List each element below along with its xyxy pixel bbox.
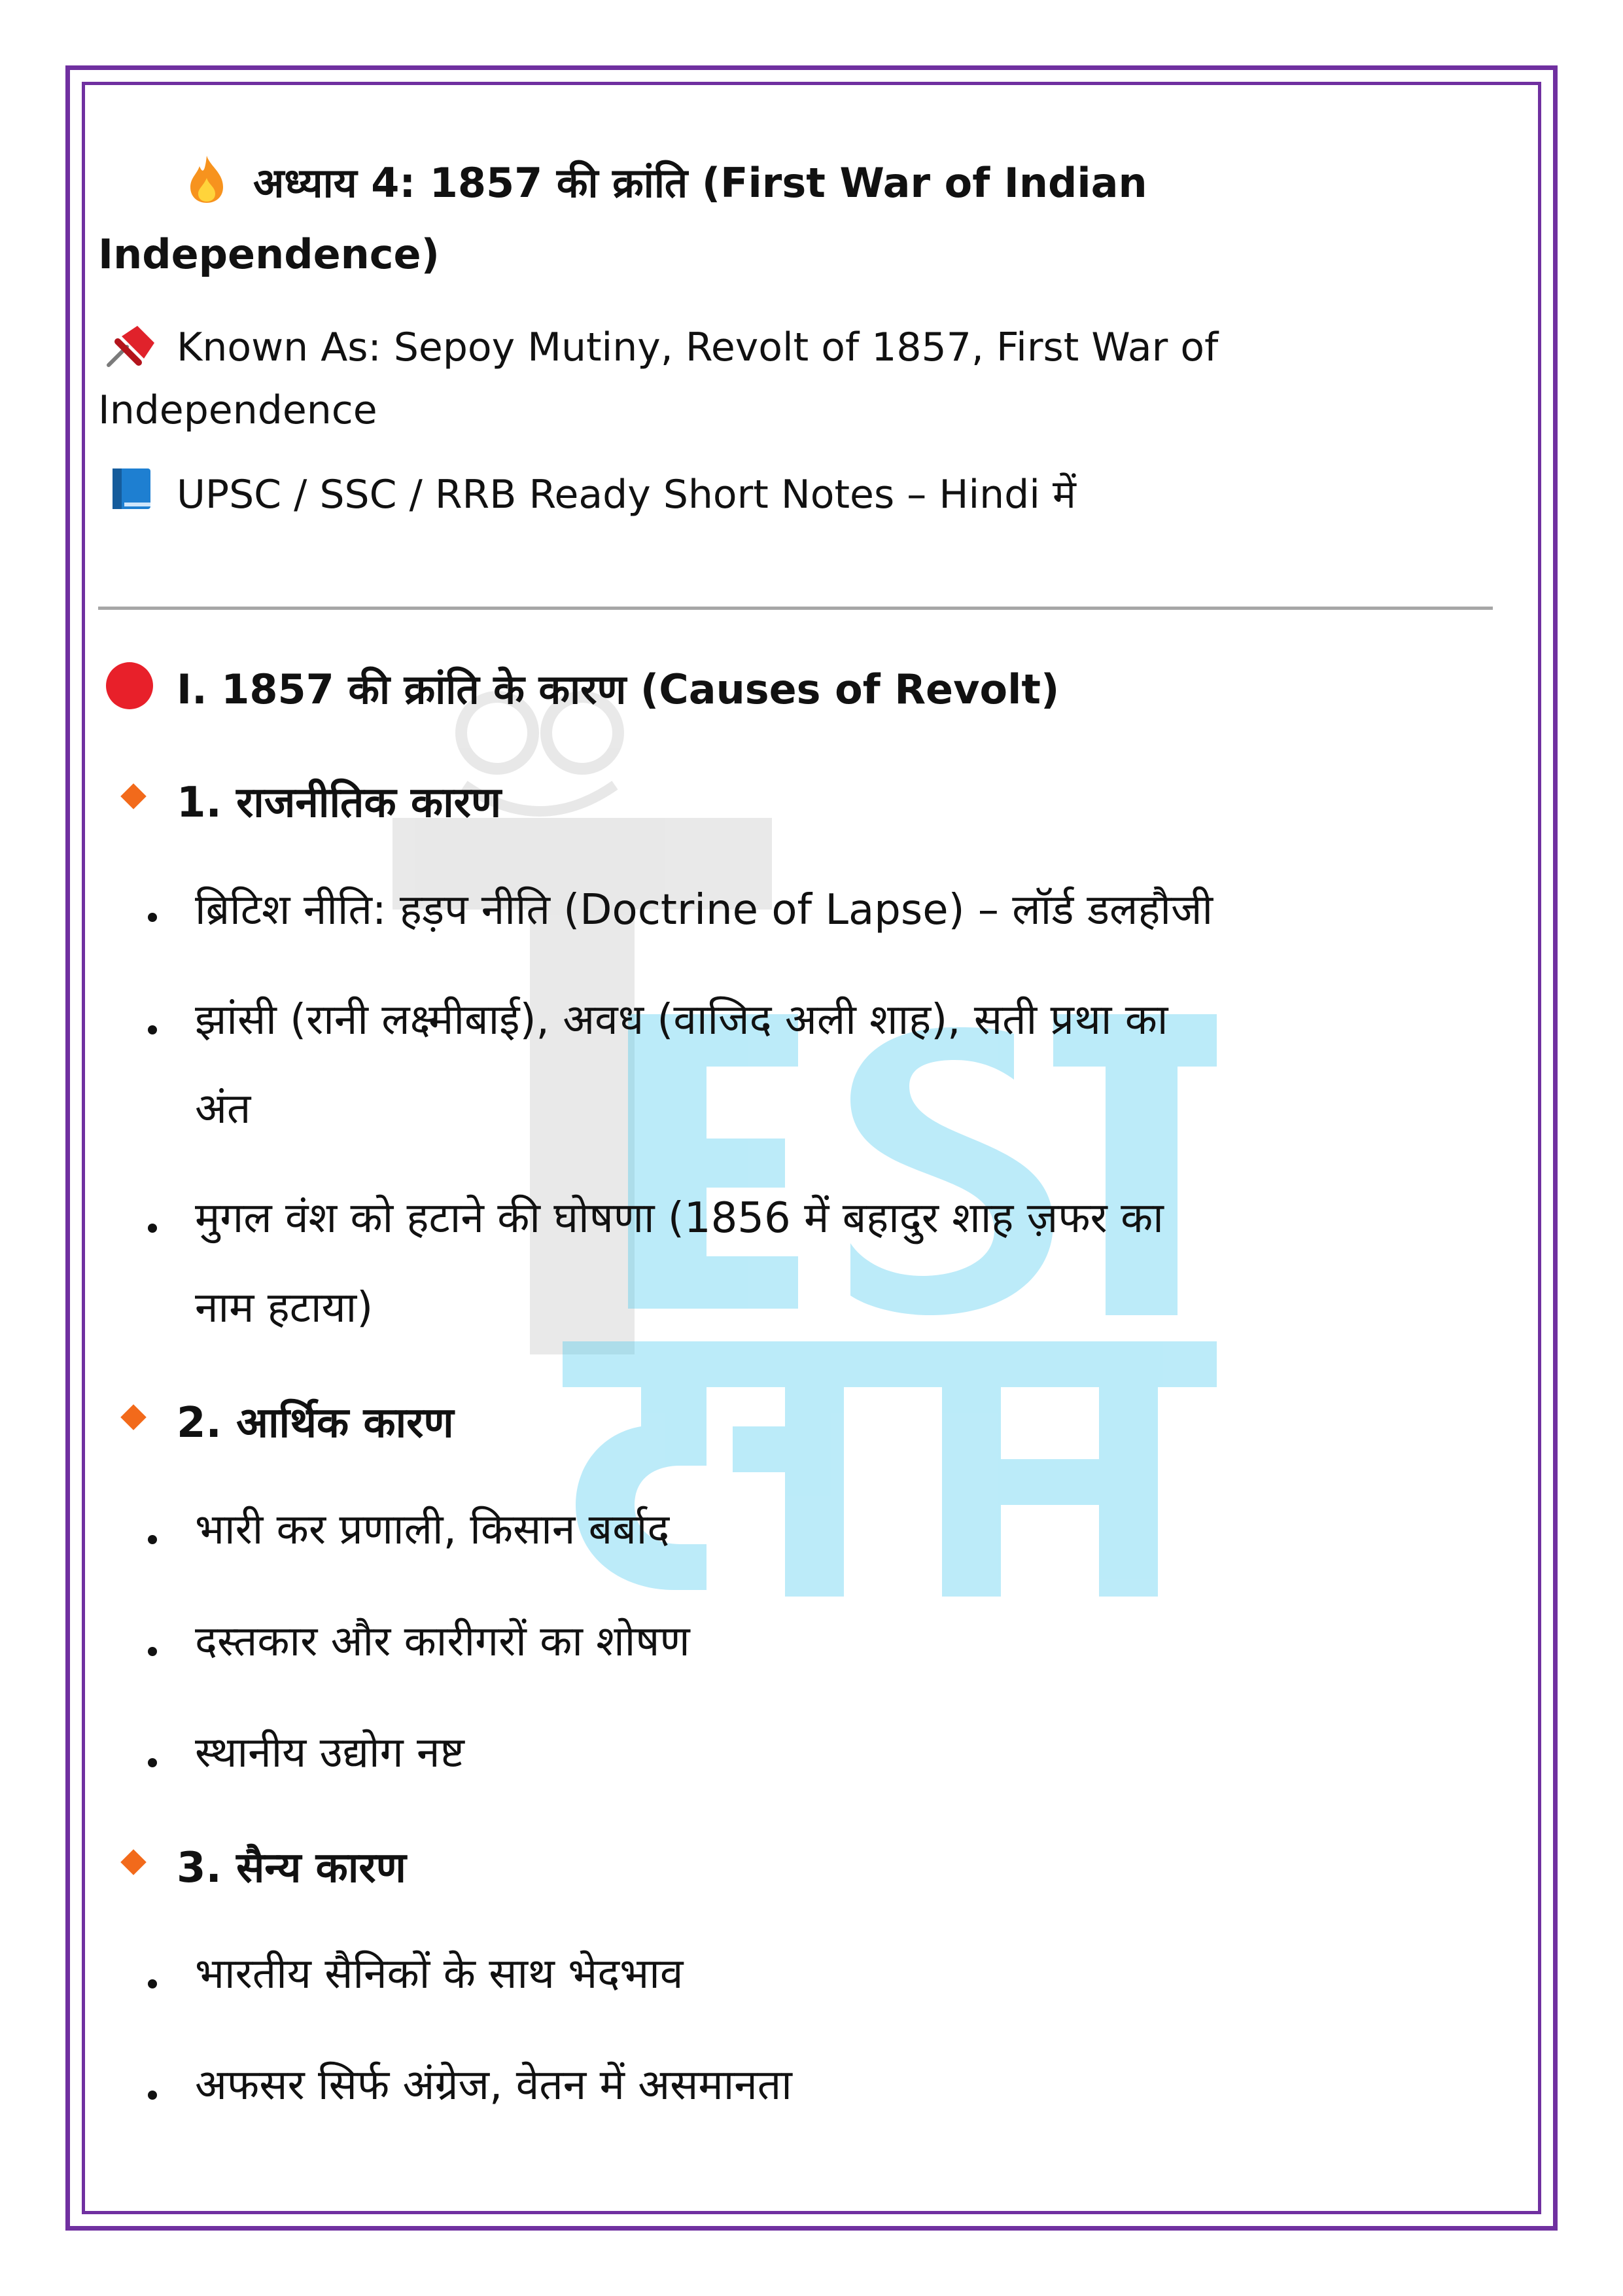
list-item: झांसी (रानी लक्ष्मीबाई), अवध (वाजिद अली शाह), सती प्रथा का [195, 996, 1168, 1044]
fire-icon [186, 154, 227, 204]
list-item-continuation: अंत [195, 1085, 251, 1133]
bullet-dot [148, 1224, 157, 1233]
bullet-dot [148, 1025, 157, 1034]
military-causes-heading: 3. सैन्य कारण [177, 1844, 406, 1892]
list-item: मुगल वंश को हटाने की घोषणा (1856 में बहादुर शाह ज़फर का [195, 1194, 1164, 1243]
list-item: स्थानीय उद्योग नष्ट [195, 1729, 464, 1777]
bullet-dot [148, 1758, 157, 1767]
bullet-dot [148, 2091, 157, 2100]
bullet-dot [148, 1979, 157, 1988]
diamond-bullet-icon [120, 1404, 147, 1430]
section-causes-title: I. 1857 की क्रांति के कारण (Causes of Revolt) [177, 665, 1060, 713]
chapter-title-line1: अध्याय 4: 1857 की क्रांति (First War of Indian [253, 159, 1147, 207]
known-as-line1: Known As: Sepoy Mutiny, Revolt of 1857, First War of [177, 325, 1219, 370]
list-item: ब्रिटिश नीति: हड़प नीति (Doctrine of Lapse) – लॉर्ड डलहौजी [195, 886, 1213, 934]
bullet-dot [148, 1535, 157, 1544]
political-causes-heading: 1. राजनीतिक कारण [177, 779, 502, 827]
list-item: अफसर सिर्फ अंग्रेज, वेतन में असमानता [195, 2061, 792, 2110]
bullet-dot [148, 1647, 157, 1656]
list-item: भारी कर प्रणाली, किसान बर्बाद [195, 1506, 670, 1554]
list-item-continuation: नाम हटाया) [195, 1284, 374, 1332]
chapter-title-line2: Independence) [98, 230, 440, 278]
list-item: दस्तकार और कारीगरों का शोषण [195, 1617, 690, 1666]
blue-book-icon [109, 466, 154, 512]
red-circle-icon [106, 662, 153, 709]
diamond-bullet-icon [120, 783, 147, 809]
pushpin-icon [105, 322, 158, 368]
known-as-line2: Independence [98, 387, 377, 433]
notes-line: UPSC / SSC / RRB Ready Short Notes – Hindi में [177, 472, 1076, 518]
bullet-dot [148, 913, 157, 922]
horizontal-divider [98, 607, 1493, 610]
diamond-bullet-icon [120, 1849, 147, 1875]
list-item: भारतीय सैनिकों के साथ भेदभाव [195, 1950, 684, 1998]
economic-causes-heading: 2. आर्थिक कारण [177, 1399, 454, 1447]
